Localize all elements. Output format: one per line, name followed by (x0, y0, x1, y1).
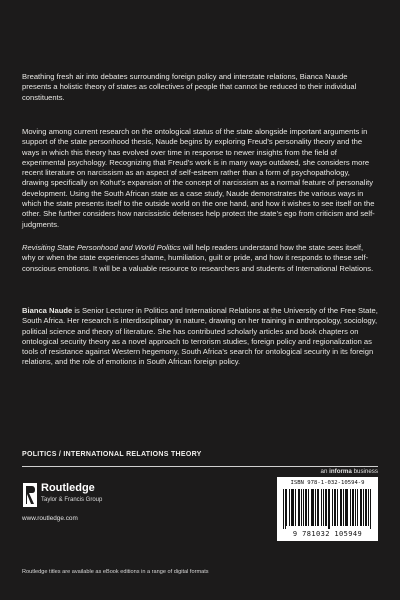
isbn-label: ISBN 978-1-032-10594-9 (290, 480, 365, 486)
blurb-paragraph-1 (22, 72, 378, 103)
informa-prefix: an (320, 468, 330, 475)
book-title-inline: Revisiting State Personhood and World Politics (22, 243, 181, 252)
blurb-text-2: Moving among current research on the ontological status of the state alongside important arguments in support of the state personhood thesis, Naude begins by exploring Freud’s personality theory and the ways in which this theory has evolved over time in response to newer insights from the field of experimental psychology. Recognizing that Freud’s work is in many ways outdated, she considers more recent literature on narcissism as an aspect of self-esteem rather than a form of psychopathology, drawing specifically on Kohut’s expansion of the concept of narcissism as a normal feature of personality development. Using the South African state as a case study, Naude demonstrates the various ways in which the state presents itself to the outside world on the one hand, and how it wishes to see itself on the other. She further considers how narcissistic defenses help protect the state’s ego from criticism and self-judgments. (22, 127, 375, 229)
blurb-text-1: Breathing fresh air into debates surrounding foreign policy and interstate relations, Bianca Naude presents a holistic theory of states as collectives of people that cannot be reduced to their individual constituents. (22, 72, 357, 102)
publisher-website[interactable]: www.routledge.com (22, 515, 78, 522)
subject-category: POLITICS / INTERNATIONAL RELATIONS THEORY (22, 451, 202, 458)
barcode-icon (283, 489, 372, 529)
divider (22, 466, 378, 467)
author-name: Bianca Naude (22, 306, 73, 315)
routledge-logo-icon (23, 483, 37, 507)
publisher-name: Routledge (41, 482, 95, 494)
informa-suffix: business (351, 468, 378, 475)
publisher-group: Taylor & Francis Group (41, 497, 103, 503)
barcode-digits: 9 781032 105949 (292, 530, 363, 538)
ebook-note: Routledge titles are available as eBook editions in a range of digital formats (22, 569, 209, 575)
blurb-paragraph-2 (22, 127, 378, 230)
author-bio-rest: is Senior Lecturer in Politics and International Relations at the University of the Free State, South Africa. Her research is interdisciplinary in nature, drawing on her training in anthropology, sociology, political science and theory of literature. She has contributed scholarly articles and book chapters on ontological security theory as a novel approach to terrorism studies, foreign policy and regionalization as tools of resistance against Western hegemony, South Africa’s search for ontological security in its foreign relations, and the role of emotions in South African foreign policy. (22, 306, 378, 367)
informa-business-tag (321, 468, 378, 475)
author-bio-text (22, 306, 378, 368)
blurb-text-3 (22, 243, 378, 274)
barcode-box (277, 477, 378, 541)
blurb-paragraph-3 (22, 243, 378, 274)
blurb-text-3-rest: will help readers understand how the state sees itself, why or when the state experiences shame, humiliation, guilt or pride, and how it responds to these self-conscious emotions. It will be a valuable resource to researchers and students of International Relations. (22, 243, 374, 273)
informa-word: informa (329, 468, 352, 475)
author-bio (22, 306, 378, 368)
